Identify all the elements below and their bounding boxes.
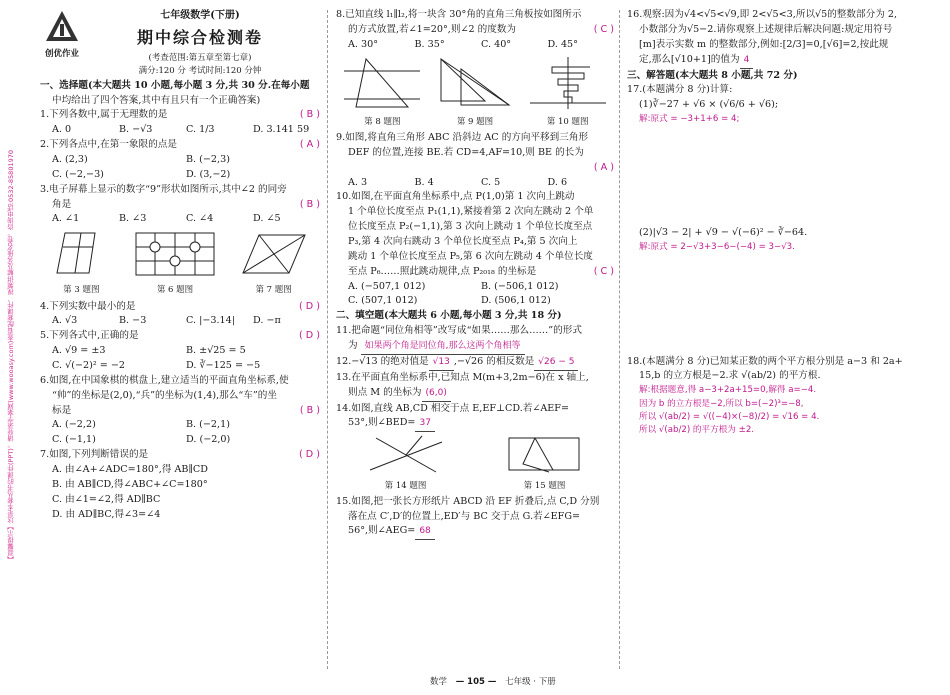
- question-4: 4.下列实数中最小的是 ( D ): [40, 300, 320, 315]
- section-heading-3: 三、解答题(本大题共 8 小题,共 72 分): [627, 69, 798, 81]
- options-10a: A. (−507,1 012) B. (−506,1 012): [348, 280, 559, 292]
- column-divider: [327, 10, 328, 669]
- question-6-cont2: 标是 ( B ): [40, 404, 320, 419]
- question-12: 12.−√13 的绝对值是 √13 ,−√26 的相反数是 √26 − 5: [336, 355, 614, 371]
- options-6a: A. (−2,2) B. (−2,1): [52, 419, 230, 431]
- question-10-cont: P₃,第 4 次向右跳动 3 个单位长度至点 P₄,第 5 次向上: [348, 235, 578, 247]
- answer-space: [627, 255, 927, 355]
- options-4: A. √3 B. −3 C. |−3.14| D. −π: [52, 315, 281, 327]
- score-time: 满分:120 分 考试时间:120 分钟: [138, 66, 262, 77]
- figure-14-diagram: [366, 434, 446, 474]
- options-6b: C. (−1,1) D. (−2,0): [52, 434, 231, 446]
- figure-3: 第 3 题图: [51, 229, 111, 297]
- title-block: [40, 8, 320, 79]
- options-10b: C. (507,1 012) D. (506,1 012): [348, 295, 551, 307]
- figure-row-3: [336, 434, 614, 492]
- answer: ( C ): [593, 265, 614, 277]
- question-9: 9.如图,将直角三角形 ABC 沿斜边 AC 的方向平移到三角形: [336, 131, 589, 143]
- page-footer: [430, 675, 556, 687]
- question-17-part2: (2)|√3 − 2| + √9 − √(−6)² − ∛−64.: [639, 227, 808, 239]
- figure-15-diagram: [505, 434, 585, 474]
- column-3: [627, 8, 927, 438]
- question-6-cont: “帅”的坐标是(2,0),“兵”的坐标为(1,4),那么“车”的坐: [52, 389, 277, 401]
- logo: [42, 10, 82, 61]
- options-9: A. 3 B. 4 C. 5 D. 6: [348, 176, 568, 188]
- options-1: A. 0 B. −√3 C. 1/3 D. 3.141 59: [52, 124, 310, 136]
- figure-row: [40, 229, 320, 297]
- logo-text: 创优作业: [44, 48, 79, 59]
- solution-18-4: 所以 √(ab/2) 的平方根为 ±2.: [639, 425, 755, 436]
- question-10: 10.如图,在平面直角坐标系中,点 P(1,0)第 1 次向上跳动: [336, 191, 575, 203]
- figure-8: 第 8 题图: [342, 55, 422, 129]
- options-5b: C. √(−2)² = −2 D. ∛−125 = −5: [52, 360, 261, 372]
- answer: ( D ): [299, 449, 320, 461]
- answer: ( B ): [299, 109, 320, 121]
- question-18-cont: 15,b 的立方根是−2.求 √(ab/2) 的平方根.: [639, 370, 821, 382]
- question-13: 13.在平面直角坐标系中,已知点 M(m+3,2m−6)在 x 轴上,: [336, 371, 589, 383]
- question-15-cont: 56°,则∠AEG= 68: [336, 524, 614, 540]
- answer: ( A ): [299, 139, 320, 151]
- question-10-cont: 跳动 1 个单位长度至点 P₅,第 6 次向左跳动 4 个单位长度: [348, 250, 593, 262]
- answer: √13: [429, 356, 454, 371]
- options-5a: A. √9 = ±3 B. ±√25 = 5: [52, 345, 246, 357]
- figure-15: 第 15 题图: [505, 434, 585, 492]
- figure-10-diagram: [528, 55, 608, 111]
- answer: ( D ): [299, 300, 320, 312]
- figure-7-diagram: [239, 229, 309, 279]
- question-16-cont: 小数部分为√5−2.请你观察上述规律后解决问题:规定用符号: [639, 23, 893, 35]
- question-9-cont: DEF 的位置,连接 BE.若 CD=4,AF=10,则 BE 的长为: [348, 146, 584, 158]
- question-8-cont: 的方式放置,若∠1=20°,则∠2 的度数为 ( C ): [336, 23, 614, 38]
- figure-3-diagram: [51, 229, 111, 279]
- options-2b: C. (−2,−3) D. (3,−2): [52, 168, 231, 180]
- option-7a: A. 由∠A+∠ADC=180°,得 AB∥CD: [52, 464, 208, 476]
- figure-7: 第 7 题图: [239, 229, 309, 297]
- question-7: 7.如图,下列判断错误的是 ( D ): [40, 448, 320, 463]
- answer: ( D ): [299, 330, 320, 342]
- figure-14: 第 14 题图: [366, 434, 446, 492]
- question-3-cont: 角是 ( B ): [40, 198, 320, 213]
- footer-grade: 七年级 · 下册: [505, 677, 556, 687]
- footer-subject: 数学: [430, 677, 448, 687]
- options-3: A. ∠1 B. ∠3 C. ∠4 D. ∠5: [52, 213, 281, 225]
- options-8: A. 30° B. 35° C. 40° D. 45°: [348, 38, 578, 50]
- figure-9-diagram: [435, 55, 515, 111]
- figure-10: 第 10 题图: [528, 55, 608, 129]
- page-number: — 105 —: [455, 677, 497, 687]
- solution-17-1: 解:原式 = −3+1+6 = 4;: [639, 114, 740, 125]
- section-heading: 一、选择题(本大题共 10 小题,每小题 3 分,共 30 分.在每小题: [40, 79, 310, 91]
- answer: 如果两个角是同位角,那么这两个角相等: [361, 340, 525, 355]
- question-17-part1: (1)∛−27 + √6 × (√6/6 + √6);: [639, 99, 779, 111]
- solution-17-2: 解:原式 = 2−√3+3−6−(−4) = 3−√3.: [639, 242, 795, 253]
- option-7c: C. 由∠1=∠2,得 AD∥BC: [52, 493, 161, 505]
- option-7d: D. 由 AD∥BC,得∠3=∠4: [52, 508, 161, 520]
- figure-6-diagram: [134, 229, 216, 279]
- question-13-cont: 则点 M 的坐标为 (6,0): [336, 386, 614, 402]
- answer: ( B ): [299, 198, 320, 210]
- subject-line: 七年级数学(下册): [160, 10, 240, 21]
- question-15-cont: 落在点 C′,D′的位置上,ED′与 BC 交于点 G.若∠EFG=: [348, 510, 581, 522]
- question-16: 16.观察:因为√4<√5<√9,即 2<√5<3,所以√5的整数部分为 2,: [627, 9, 898, 20]
- question-6: 6.如图,在中国象棋的棋盘上,建立适当的平面直角坐标系,使: [40, 374, 289, 386]
- figure-row-2: [336, 55, 614, 129]
- question-14-cont: 53°,则∠BED= 37: [336, 416, 614, 432]
- solution-18-3: 所以 √(ab/2) = √((−4)×(−8)/2) = √16 = 4.: [639, 411, 820, 422]
- options-2a: A. (2,3) B. (−2,3): [52, 153, 230, 165]
- solution-18-2: 因为 b 的立方根是−2,所以 b=(−2)³=−8,: [639, 398, 804, 409]
- figure-8-diagram: [342, 55, 422, 111]
- column-2: [336, 8, 614, 540]
- question-10-cont: 位长度至点 P₂(−1,1),第 3 次向上跳动 1 个单位长度至点: [348, 221, 593, 233]
- question-16-cont: 定,那么[√10+1]的值为 4: [627, 53, 927, 69]
- question-5: 5.下列各式中,正确的是 ( D ): [40, 329, 320, 344]
- question-15: 15.如图,把一张长方形纸片 ABCD 沿 EF 折叠后,点 C,D 分别: [336, 495, 600, 507]
- answer: (6,0): [422, 387, 451, 402]
- question-14: 14.如图,直线 AB,CD 相交于点 E,EF⊥CD.若∠AEF=: [336, 402, 569, 414]
- logo-icon: [45, 10, 79, 42]
- figure-6: 第 6 题图: [134, 229, 216, 297]
- answer-9: [336, 161, 614, 176]
- column-1: [40, 8, 320, 522]
- answer: ( B ): [299, 404, 320, 416]
- question-11: 11.把命题“同位角相等”改写成“如果……那么……”的形式: [336, 325, 582, 337]
- answer-space: [627, 126, 927, 226]
- question-18: 18.(本题满分 8 分)已知某正数的两个平方根分别是 a−3 和 2a+: [627, 355, 903, 367]
- option-7b: B. 由 AB∥CD,得∠ABC+∠C=180°: [52, 478, 208, 490]
- section-heading-cont: 中均给出了四个答案,其中有且只有一个正确答案): [52, 94, 261, 106]
- question-8: 8.已知直线 l₁∥l₂,将一块含 30°角的直角三角板按如图所示: [336, 9, 582, 20]
- answer: ( A ): [593, 161, 614, 173]
- question-1: 1.下列各数中,属于无理数的是 ( B ): [40, 108, 320, 123]
- answer: ( C ): [593, 23, 614, 35]
- answer: 4: [740, 54, 754, 69]
- question-2: 2.下列各点中,在第一象限的点是 ( A ): [40, 138, 320, 153]
- question-16-cont: [m]表示实数 m 的整数部分,例如:[2/3]=0,[√6]=2,按此规: [639, 38, 889, 50]
- question-17: 17.(本题满分 8 分)计算:: [627, 84, 733, 96]
- question-11-cont: 为 如果两个角是同位角,那么这两个角相等: [336, 339, 614, 355]
- column-divider: [619, 10, 620, 669]
- page-title: 期中综合检测卷: [136, 27, 263, 47]
- answer: 68: [415, 525, 434, 540]
- question-10-cont: 至点 P₆……照此跳动规律,点 P₂₀₁₈ 的坐标是 ( C ): [336, 265, 614, 280]
- figure-9: 第 9 题图: [435, 55, 515, 129]
- solution-18-1: 解:根据题意,得 a−3+2a+15=0,解得 a=−4.: [639, 385, 817, 396]
- question-10-cont: 1 个单位长度至点 P₁(1,1),紧接着第 2 次向左跳动 2 个单: [348, 206, 594, 218]
- exam-scope: (考查范围:第五章至第七章): [148, 53, 252, 64]
- sidebar-note: 【温馨提示】这是本套丛书的课件(PPT)。请登录学案网(www.wooasy.com)查看配套课件、视频讲解及各地名卷。咨询电话:0532-85801970: [7, 150, 15, 563]
- question-3: 3.电子屏幕上显示的数字“9”形状如图所示,其中∠2 的同旁: [40, 183, 287, 195]
- answer: √26 − 5: [534, 356, 578, 371]
- answer: 37: [415, 417, 434, 432]
- section-heading-2: 二、填空题(本大题共 6 小题,每小题 3 分,共 18 分): [336, 310, 562, 322]
